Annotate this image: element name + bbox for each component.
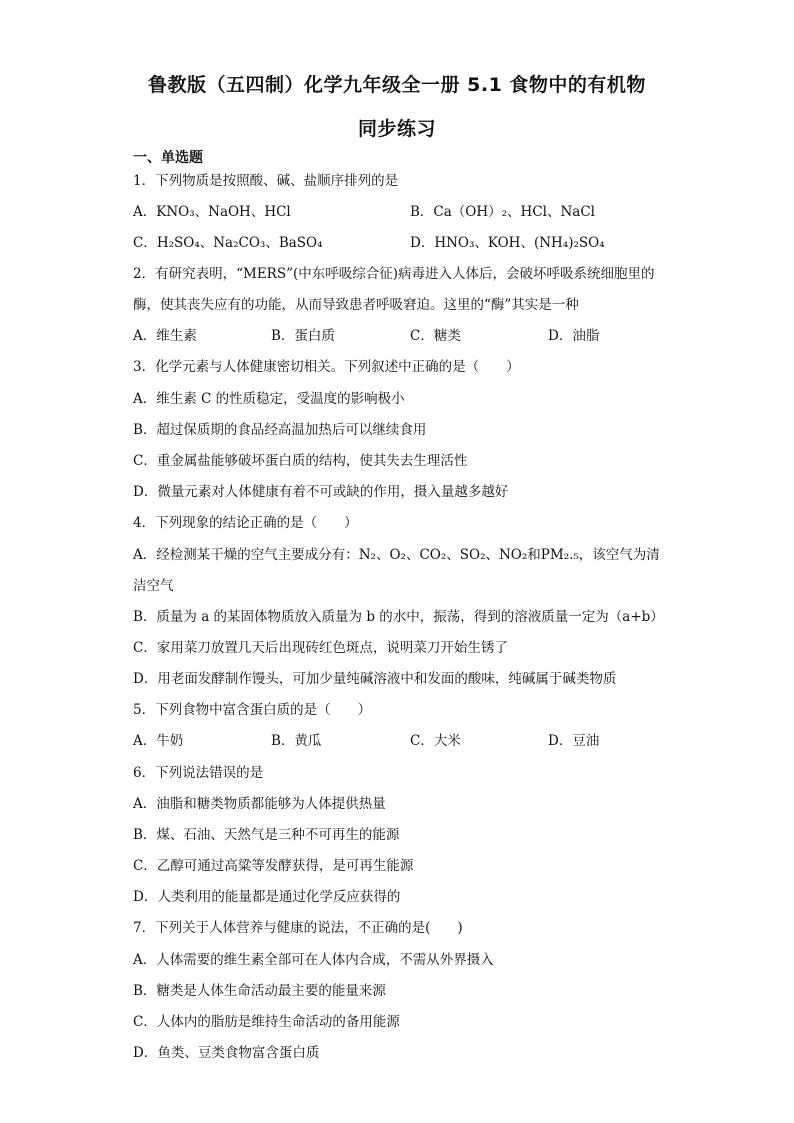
question-2-option-b: B．蛋白质 [271,328,335,344]
document-subtitle: 同步练习 [357,118,436,140]
question-4-option-b: B．质量为 a 的某固体物质放入质量为 b 的水中，振荡，得到的溶液质量一定为（a+b） [133,609,664,625]
question-5-option-c: C．大米 [410,733,461,749]
question-7-option-c: C．人体内的脂肪是维持生命活动的备用能源 [133,1014,400,1030]
question-2-option-c: C．糖类 [410,328,461,344]
question-3-option-a: A．维生素 C 的性质稳定，受温度的影响极小 [133,391,405,407]
question-4-option-d: D．用老面发酵制作馒头，可加少量纯碱溶液中和发面的酸味，纯碱属于碱类物质 [133,671,617,687]
section-heading: 一、单选题 [133,150,203,166]
document-title: 鲁教版（五四制）化学九年级全一册 5.1 食物中的有机物 [148,74,646,96]
question-3-option-c: C．重金属盐能够破坏蛋白质的结构，使其失去生理活性 [133,453,468,469]
question-4-stem: 4．下列现象的结论正确的是（ ） [133,515,358,531]
question-3-option-b: B．超过保质期的食品经高温加热后可以继续食用 [133,422,427,438]
question-5-option-b: B．黄瓜 [271,733,322,749]
question-5-stem: 5．下列食物中富含蛋白质的是（ ） [133,702,372,718]
question-6-option-c: C．乙醇可通过高粱等发酵获得，是可再生能源 [133,858,414,874]
question-2-option-d: D．油脂 [548,328,600,344]
question-5-option-d: D．豆油 [548,733,600,749]
question-3-stem: 3．化学元素与人体健康密切相关。下列叙述中正确的是（ ） [133,359,520,375]
question-7-stem: 7．下列关于人体营养与健康的说法，不正确的是( ) [133,920,463,936]
question-1-stem: 1．下列物质是按照酸、碱、盐顺序排列的是 [133,173,399,189]
question-1-option-a: A．KNO₃、NaOH、HCl [133,204,291,220]
question-3-option-d: D．微量元素对人体健康有着不可或缺的作用，摄入量越多越好 [133,484,509,500]
question-6-option-a: A．油脂和糖类物质都能够为人体提供热量 [133,796,386,812]
question-5-option-a: A．牛奶 [133,733,184,749]
question-7-option-d: D．鱼类、豆类食物富含蛋白质 [133,1045,320,1061]
question-7-option-b: B．糖类是人体生命活动最主要的能量来源 [133,983,386,999]
question-2-option-a: A．维生素 [133,328,197,344]
question-7-option-a: A．人体需要的维生素全部可在人体内合成，不需从外界摄入 [133,952,494,968]
question-4-option-a-line1: A．经检测某干燥的空气主要成分有：N₂、O₂、CO₂、SO₂、NO₂和PM₂.₅，该空气为清 [133,547,660,563]
question-4-option-c: C．家用菜刀放置几天后出现砖红色斑点，说明菜刀开始生锈了 [133,640,508,656]
question-2-stem-line2: 酶，使其丧失应有的功能，从而导致患者呼吸窘迫。这里的“酶”其实是一种 [133,297,579,313]
question-1-option-b: B．Ca（OH）₂、HCl、NaCl [410,204,595,220]
question-1-option-d: D．HNO₃、KOH、(NH₄)₂SO₄ [410,235,605,251]
question-2-stem-line1: 2．有研究表明，“MERS”(中东呼吸综合征)病毒进入人体后，会破坏呼吸系统细胞里的 [133,266,655,282]
question-4-option-a-line2: 洁空气 [133,578,174,594]
question-6-option-d: D．人类利用的能量都是通过化学反应获得的 [133,889,401,905]
question-6-stem: 6．下列说法错误的是 [133,765,264,781]
question-6-option-b: B．煤、石油、天然气是三种不可再生的能源 [133,827,400,843]
question-1-option-c: C．H₂SO₄、Na₂CO₃、BaSO₄ [133,235,323,251]
